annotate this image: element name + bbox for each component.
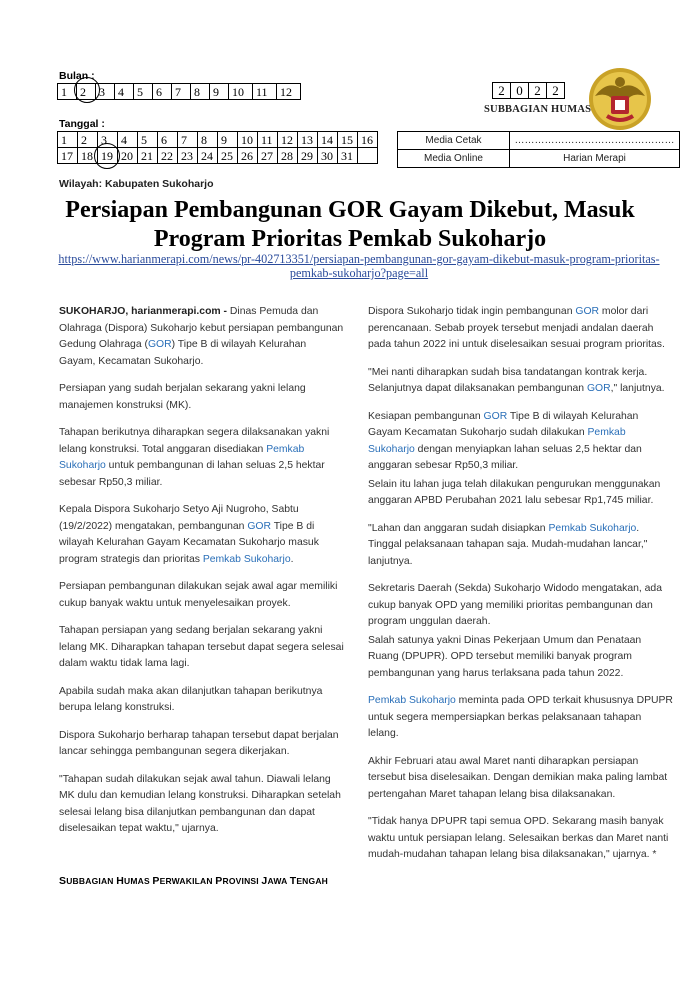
paragraph: Persiapan pembangunan dilakukan sejak awal agar memiliki cukup banyak waktu untuk menyelesaikan proyek. — [59, 581, 338, 609]
paragraph: "Lahan dan anggaran sudah disiapkan Pemkab Sukoharjo. Tinggal pelaksanaan tahapan saja. Mudah-mudahan lancar," lanjutnya. — [368, 522, 648, 567]
grid-cell: 9 — [210, 84, 229, 100]
grid-cell: 2 — [547, 83, 565, 99]
grid-cell: 30 — [318, 148, 338, 164]
pemkab-link[interactable]: Pemkab Sukoharjo — [368, 695, 456, 706]
grid-cell: 7 — [172, 84, 191, 100]
grid-cell: 2 — [493, 83, 511, 99]
url-line-2: pemkab-sukoharjo?page=all — [289, 266, 429, 280]
paragraph: SUKOHARJO, harianmerapi.com - Dinas Pemuda dan Olahraga (Dispora) Sukoharjo kebut persiapan pembangunan Gedung Olahraga (GOR) Tipe B di wilayah Kelurahan Gayam, Kecamatan Sukoharjo. — [59, 306, 344, 367]
paragraph: Akhir Februari atau awal Maret nanti diharapkan persiapan tersebut bisa diselesaikan. Dengan demikian maka paling lambat pertengahan Maret tahapan lelang bisa dilaksanakan. — [368, 755, 668, 800]
grid-cell: 1 — [58, 84, 77, 100]
grid-cell: 2 — [77, 84, 96, 100]
grid-cell: 11 — [258, 132, 278, 148]
grid-cell: 14 — [318, 132, 338, 148]
paragraph: Sekretaris Daerah (Sekda) Sukoharjo Widodo mengatakan, ada cukup banyak OPD yang memiliki prioritas pembangunan dan program unggulan daerah. — [368, 583, 662, 627]
media-online-label: Media Online — [398, 150, 510, 168]
article-column-left — [59, 304, 344, 849]
dateline: SUKOHARJO, harianmerapi.com - — [59, 306, 228, 317]
media-online-value: Harian Merapi — [510, 150, 680, 168]
region-label: Wilayah: Kabupaten Sukoharjo — [59, 178, 214, 190]
grid-cell: 4 — [118, 132, 138, 148]
grid-cell: 5 — [134, 84, 153, 100]
grid-cell: 0 — [511, 83, 529, 99]
paragraph: Apabila sudah maka akan dilanjutkan tahapan berikutnya berupa lelang konstruksi. — [59, 685, 323, 713]
pemkab-link[interactable]: Pemkab Sukoharjo — [548, 522, 637, 534]
gor-link[interactable]: GOR — [586, 383, 611, 394]
pemkab-link[interactable]: Pemkab Sukoharjo — [368, 427, 626, 455]
grid-cell: 2 — [529, 83, 547, 99]
gor-link[interactable]: GOR — [247, 520, 271, 532]
grid-cell: 28 — [278, 148, 298, 164]
grid-cell: 24 — [198, 148, 218, 164]
grid-cell: 5 — [138, 132, 158, 148]
gor-link[interactable]: GOR — [147, 339, 172, 350]
grid-cell: 27 — [258, 148, 278, 164]
grid-cell: 17 — [58, 148, 78, 164]
selected-date-circle — [94, 143, 120, 169]
article-title — [40, 196, 660, 254]
paragraph: Kesiapan pembangunan GOR Tipe B di wilayah Kelurahan Gayam Kecamatan Sukoharjo sudah dilakukan Pemkab Sukoharjo dengan menyiapkan lahan seluas 2,5 hektar dan anggaran sebesar Rp50,3 miliar. — [368, 410, 642, 471]
grid-cell: 29 — [298, 148, 318, 164]
grid-cell: 4 — [115, 84, 134, 100]
grid-cell: 12 — [278, 132, 298, 148]
footer-agency: SUBBAGIAN HUMAS PERWAKILAN PROVINSI JAWA TENGAH — [59, 875, 329, 887]
grid-cell: 2 — [78, 132, 98, 148]
pemkab-link[interactable]: Pemkab Sukoharjo — [59, 443, 305, 471]
grid-cell: 8 — [198, 132, 218, 148]
article-column-right — [368, 304, 673, 875]
paragraph: Tahapan persiapan yang sedang berjalan sekarang yakni lelang MK. Diharapkan tahapan tersebut dapat segera selesai dalam waktu tidak lama lagi. — [59, 625, 344, 669]
bulan-label: Bulan : — [59, 70, 95, 82]
paragraph: "Tahapan sudah dilakukan sejak awal tahun. Diawali lelang MK dulu dan kemudian lelang konstruksi. Diharapkan setelah selesai lelang bisa dilanjutkan pembangunan dan dapat diselesaikan tepat waktu," ujarnya. — [59, 773, 341, 834]
paragraph: "Mei nanti diharapkan sudah bisa tandatangan kontrak kerja. Selanjutnya dapat dilaksanakan pembangunan GOR," lanjutnya. — [368, 366, 665, 394]
grid-cell: 6 — [153, 84, 172, 100]
grid-cell: 20 — [118, 148, 138, 164]
grid-cell: 3 — [96, 84, 115, 100]
grid-cell: 25 — [218, 148, 238, 164]
paragraph: "Tidak hanya DPUPR tapi semua OPD. Sekarang masih banyak waktu untuk persiapan lelang. Selesaikan berkas dan Maret nanti mudah-mudahan tahapan lelang bisa dilaksanakan," ujarnya. * — [368, 816, 669, 860]
tanggal-label: Tanggal : — [59, 118, 105, 130]
grid-cell: 11 — [253, 84, 277, 100]
media-cetak-label: Media Cetak — [398, 132, 510, 150]
title-line-1: Persiapan Pembangunan GOR Gayam Dikebut, Masuk — [65, 197, 635, 223]
grid-cell: 13 — [298, 132, 318, 148]
gor-link[interactable]: GOR — [483, 410, 508, 422]
grid-cell: 31 — [338, 148, 358, 164]
grid-cell: 22 — [158, 148, 178, 164]
agency-title: SUBBAGIAN HUMAS — [484, 104, 592, 115]
paragraph: Salah satunya yakni Dinas Pekerjaan Umum dan Penataan Ruang (DPUPR). OPD tersebut memiliki banyak program pembangunan yang harus terlaksana pada tahun 2022. — [368, 634, 642, 679]
grid-cell: 18 — [78, 148, 98, 164]
paragraph: Tahapan berikutnya diharapkan segera dilaksanakan yakni lelang konstruksi. Total anggaran disediakan Pemkab Sukoharjo untuk pembangunan di lahan seluas 2,5 hektar sebesar Rp50,3 miliar. — [59, 427, 330, 488]
selected-month-circle — [74, 77, 100, 103]
grid-cell: 15 — [338, 132, 358, 148]
paragraph: Selain itu lahan juga telah dilakukan pengurukan menggunakan anggaran APBD Perubahan 2021 lalu sebesar Rp1,745 miliar. — [368, 478, 661, 506]
paragraph: Persiapan yang sudah berjalan sekarang yakni lelang manajemen konstruksi (MK). — [59, 383, 306, 411]
grid-cell: 1 — [58, 132, 78, 148]
paragraph: Kepala Dispora Sukoharjo Setyo Aji Nugroho, Sabtu (19/2/2022) mengatakan, pembangunan GOR Tipe B di wilayah Kelurahan Gayam Kecamatan Sukoharjo masuk program strategis dan prioritas Pemkab Sukoharjo. — [59, 504, 319, 565]
paragraph: Pemkab Sukoharjo meminta pada OPD terkait khususnya DPUPR untuk segera mempersiapkan berkas pelaksanaan tahapan lelang. — [368, 695, 673, 739]
url-line-1: https://www.harianmerapi.com/news/pr-402713351/persiapan-pembangunan-gor-gayam-dikebut-masuk-program-prioritas- — [58, 252, 660, 266]
gor-link[interactable]: GOR — [575, 306, 600, 317]
grid-cell: 8 — [191, 84, 210, 100]
grid-cell: 16 — [358, 132, 378, 148]
grid-cell: 9 — [218, 132, 238, 148]
grid-cell: 10 — [238, 132, 258, 148]
media-table — [397, 131, 680, 168]
paragraph: Dispora Sukoharjo tidak ingin pembangunan GOR molor dari perencanaan. Sebab proyek tersebut menjadi andalan daerah pada tahun 2022 ini untuk diselesaikan sesuai program prioritas. — [368, 306, 665, 350]
grid-cell: 12 — [277, 84, 301, 100]
grid-cell — [358, 148, 378, 164]
article-url-link[interactable] — [40, 252, 678, 280]
grid-cell: 10 — [229, 84, 253, 100]
pemkab-link[interactable]: Pemkab Sukoharjo — [202, 553, 291, 565]
media-cetak-value: ………………………………………… — [510, 132, 680, 150]
title-line-2: Program Prioritas Pemkab Sukoharjo — [153, 226, 547, 252]
year-box — [492, 82, 565, 99]
grid-cell: 21 — [138, 148, 158, 164]
grid-cell: 3 — [98, 132, 118, 148]
paragraph: Dispora Sukoharjo berharap tahapan tersebut dapat berjalan lancar sehingga pembangunan segera dikerjakan. — [59, 729, 339, 757]
grid-cell: 7 — [178, 132, 198, 148]
grid-cell: 26 — [238, 148, 258, 164]
garuda-emblem-icon — [587, 66, 653, 132]
grid-cell: 6 — [158, 132, 178, 148]
grid-cell: 23 — [178, 148, 198, 164]
grid-cell: 19 — [98, 148, 118, 164]
